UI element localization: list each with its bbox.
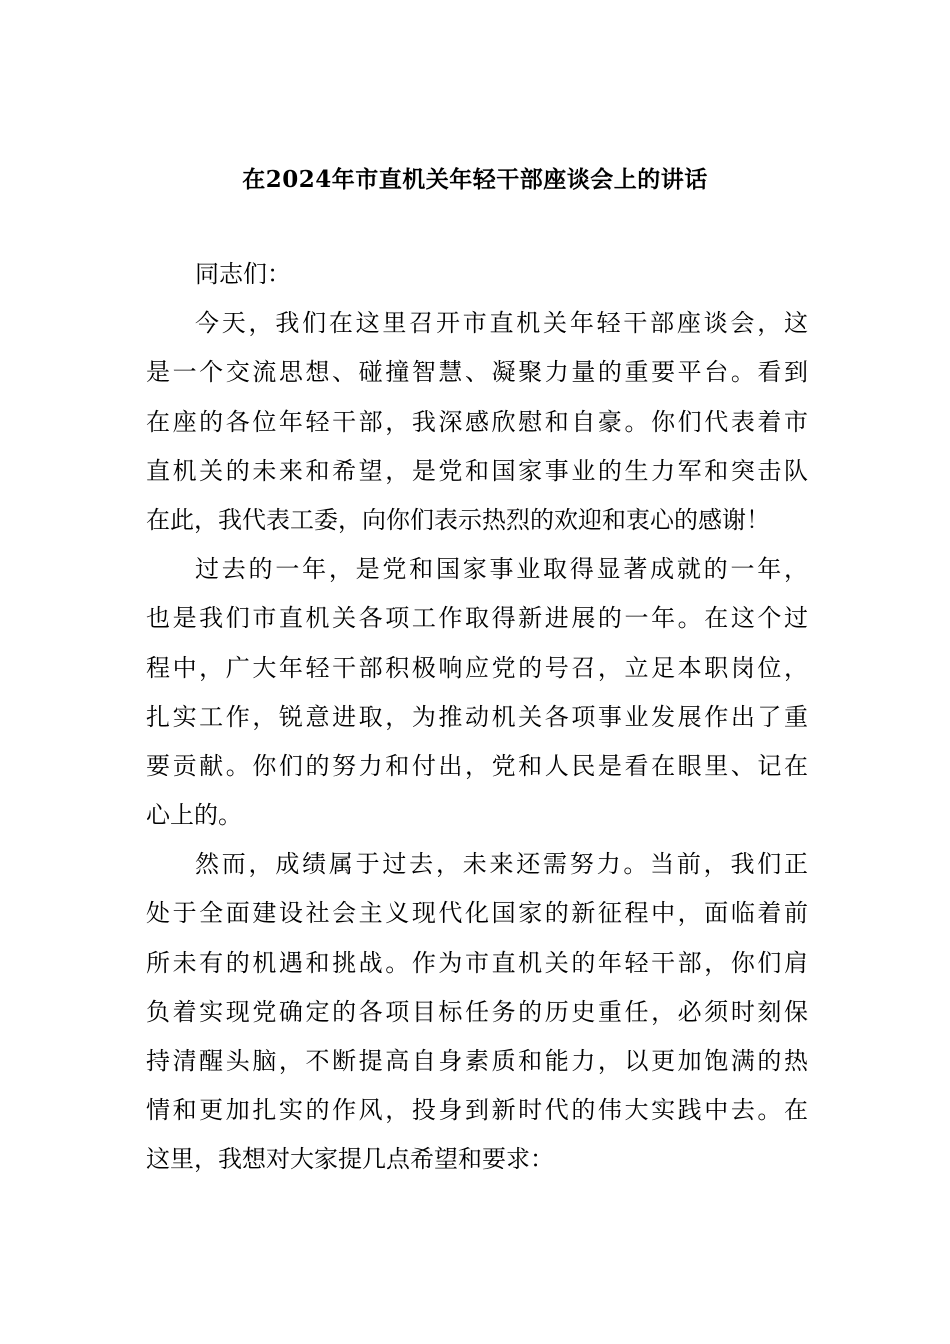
- text-line: 也是我们市直机关各项工作取得新进展的一年。在这个过: [146, 604, 808, 633]
- text-line: 今天，我们在这里召开市直机关年轻干部座谈会，这: [195, 309, 808, 338]
- text-line: 在座的各位年轻干部，我深感欣慰和自豪。你们代表着市: [146, 407, 808, 436]
- text-line: 处于全面建设社会主义现代化国家的新征程中，面临着前: [146, 899, 808, 928]
- document-body: [146, 250, 808, 1185]
- text-line: 持清醒头脑，不断提高自身素质和能力，以更加饱满的热: [146, 1047, 808, 1075]
- text-line: 在此，我代表工委，向你们表示热烈的欢迎和衷心的感谢！: [146, 505, 770, 534]
- salutation: 同志们：: [195, 260, 291, 288]
- text-line: 是一个交流思想、碰撞智慧、凝聚力量的重要平台。看到: [146, 358, 808, 387]
- text-line: 扎实工作，锐意进取，为推动机关各项事业发展作出了重: [146, 702, 808, 731]
- text-line: 所未有的机遇和挑战。作为市直机关的年轻干部，你们肩: [146, 948, 808, 977]
- paragraph-lines: [146, 299, 808, 1184]
- text-line: 然而，成绩属于过去，未来还需努力。当前，我们正: [195, 850, 808, 879]
- text-line: 负着实现党确定的各项目标任务的历史重任，必须时刻保: [146, 997, 808, 1026]
- document-title: 在2024年市直机关年轻干部座谈会上的讲话: [242, 166, 708, 193]
- text-line: 情和更加扎实的作风，投身到新时代的伟大实践中去。在: [146, 1096, 808, 1125]
- text-line: 直机关的未来和希望，是党和国家事业的生力军和突击队: [146, 456, 808, 485]
- text-line: 心上的。: [146, 801, 242, 830]
- text-line: 程中，广大年轻干部积极响应党的号召，立足本职岗位，: [146, 653, 808, 682]
- text-line: 过去的一年，是党和国家事业取得显著成就的一年，: [195, 555, 808, 584]
- text-line: 这里，我想对大家提几点希望和要求：: [146, 1145, 554, 1174]
- text-line: 要贡献。你们的努力和付出，党和人民是看在眼里、记在: [146, 751, 808, 780]
